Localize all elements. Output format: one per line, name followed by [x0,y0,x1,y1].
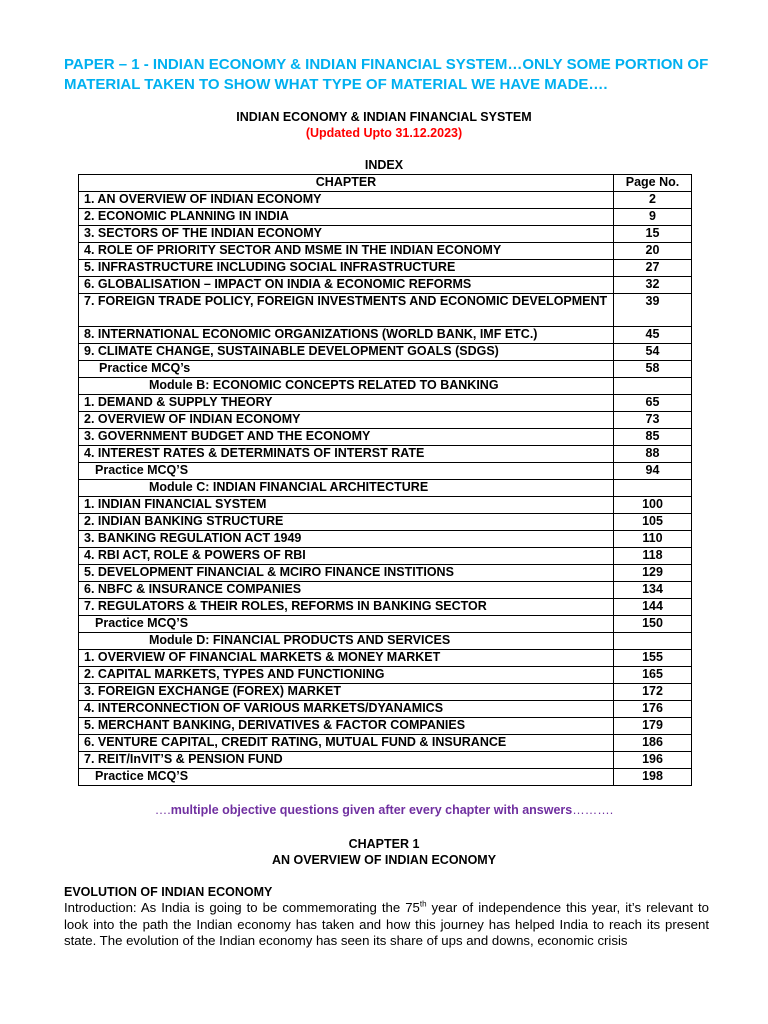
chapter-title: AN OVERVIEW OF INDIAN ECONOMY [271,853,497,867]
chapter-cell: 1. INDIAN FINANCIAL SYSTEM [79,497,614,514]
index-heading: INDEX [364,158,404,172]
table-row [79,327,692,344]
table-row [79,650,692,667]
chapter-cell: 6. GLOBALISATION – IMPACT ON INDIA & ECONOMIC REFORMS [79,277,614,294]
page-cell: 100 [614,497,692,514]
paper-banner: PAPER – 1 - INDIAN ECONOMY & INDIAN FINANCIAL SYSTEM…ONLY SOME PORTION OF MATERIAL TAKEN TO SHOW WHAT TYPE OF MATERIAL WE HAVE MADE…. [64,56,709,93]
table-row [79,718,692,735]
table-row [79,514,692,531]
page-cell: 39 [614,294,692,327]
table-row [79,735,692,752]
chapter-cell: 4. INTERCONNECTION OF VARIOUS MARKETS/DYANAMICS [79,701,614,718]
chapter-cell: 4. ROLE OF PRIORITY SECTOR AND MSME IN THE INDIAN ECONOMY [79,243,614,260]
chapter-cell: 2. CAPITAL MARKETS, TYPES AND FUNCTIONING [79,667,614,684]
table-row [79,260,692,277]
table-row [79,429,692,446]
chapter-cell: 6. NBFC & INSURANCE COMPANIES [79,582,614,599]
chapter-cell: 3. GOVERNMENT BUDGET AND THE ECONOMY [79,429,614,446]
chapter-cell: 7. REIT/InVIT’S & PENSION FUND [79,752,614,769]
page-cell: 94 [614,463,692,480]
chapter-cell: 8. INTERNATIONAL ECONOMIC ORGANIZATIONS (WORLD BANK, IMF ETC.) [79,327,614,344]
document-title: INDIAN ECONOMY & INDIAN FINANCIAL SYSTEM [236,110,532,124]
table-row [79,667,692,684]
page-cell: 58 [614,361,692,378]
page-cell: 179 [614,718,692,735]
page-cell: 144 [614,599,692,616]
table-row [79,243,692,260]
table-row [79,412,692,429]
chapter-cell: 5. INFRASTRUCTURE INCLUDING SOCIAL INFRASTRUCTURE [79,260,614,277]
table-row [79,463,692,480]
page-cell: 9 [614,209,692,226]
chapter-cell: 1. AN OVERVIEW OF INDIAN ECONOMY [79,192,614,209]
module-row [79,480,692,497]
module-heading-cell: Module B: ECONOMIC CONCEPTS RELATED TO BANKING [79,378,614,395]
chapter-cell: 3. BANKING REGULATION ACT 1949 [79,531,614,548]
page-cell [614,480,692,497]
chapter-cell: 4. INTEREST RATES & DETERMINATS OF INTERST RATE [79,446,614,463]
table-row [79,565,692,582]
page-cell: 15 [614,226,692,243]
chapter-cell: 6. VENTURE CAPITAL, CREDIT RATING, MUTUAL FUND & INSURANCE [79,735,614,752]
section-heading: EVOLUTION OF INDIAN ECONOMY [64,885,273,899]
page-cell: 155 [614,650,692,667]
chapter-cell: Practice MCQ’s [79,361,614,378]
table-row [79,684,692,701]
ordinal-superscript: th [419,899,427,909]
table-row [79,769,692,786]
page-cell: 105 [614,514,692,531]
index-table-header [79,175,692,192]
page-cell: 198 [614,769,692,786]
chapter-cell: 5. MERCHANT BANKING, DERIVATIVES & FACTOR COMPANIES [79,718,614,735]
chapter-cell: 5. DEVELOPMENT FINANCIAL & MCIRO FINANCE INSTITIONS [79,565,614,582]
page-cell: 73 [614,412,692,429]
page-cell: 129 [614,565,692,582]
table-row [79,616,692,633]
chapter-cell: 9. CLIMATE CHANGE, SUSTAINABLE DEVELOPMENT GOALS (SDGS) [79,344,614,361]
table-row [79,361,692,378]
chapter-cell: Practice MCQ’S [79,616,614,633]
chapter-cell: Practice MCQ’S [79,769,614,786]
chapter-cell: 3. FOREIGN EXCHANGE (FOREX) MARKET [79,684,614,701]
page-cell: 88 [614,446,692,463]
page-cell: 27 [614,260,692,277]
table-row [79,226,692,243]
index-table [78,174,692,786]
page-cell: 45 [614,327,692,344]
table-row [79,395,692,412]
column-header-chapter: CHAPTER [79,175,614,192]
table-row [79,531,692,548]
updated-date: (Updated Upto 31.12.2023) [305,126,463,140]
page-cell: 110 [614,531,692,548]
chapter-cell: 2. OVERVIEW OF INDIAN ECONOMY [79,412,614,429]
chapter-cell: 2. ECONOMIC PLANNING IN INDIA [79,209,614,226]
chapter-cell: 7. FOREIGN TRADE POLICY, FOREIGN INVESTMENTS AND ECONOMIC DEVELOPMENT [79,294,614,327]
page-cell [614,378,692,395]
module-heading-cell: Module D: FINANCIAL PRODUCTS AND SERVICES [79,633,614,650]
chapter-cell: 2. INDIAN BANKING STRUCTURE [79,514,614,531]
module-row [79,378,692,395]
paragraph-text-rest: year of independence this year, it’s relevant to look into the path the Indian economy has taken and how this journey has helped India to reach its present state. The evolution of the Indian economy has seen its share of ups and downs, economic crisis [64,900,710,948]
table-row [79,752,692,769]
module-heading-cell: Module C: INDIAN FINANCIAL ARCHITECTURE [79,480,614,497]
column-header-page: Page No. [614,175,692,192]
chapter-cell: 1. OVERVIEW OF FINANCIAL MARKETS & MONEY MARKET [79,650,614,667]
chapter-cell: Practice MCQ’S [79,463,614,480]
module-row [79,633,692,650]
paragraph-text-start: Introduction: As India is going to be commemorating the 75 [64,900,420,915]
table-row [79,701,692,718]
page-cell: 20 [614,243,692,260]
page-cell: 118 [614,548,692,565]
page-cell: 186 [614,735,692,752]
page-cell: 32 [614,277,692,294]
table-row [79,497,692,514]
page-cell [614,633,692,650]
table-row [79,277,692,294]
note-lead-dots: …. [154,803,171,817]
note-text: multiple objective questions given after every chapter with answers [170,803,573,817]
chapter-cell: 4. RBI ACT, ROLE & POWERS OF RBI [79,548,614,565]
chapter-cell: 1. DEMAND & SUPPLY THEORY [79,395,614,412]
table-row [79,344,692,361]
page-cell: 196 [614,752,692,769]
page-cell: 65 [614,395,692,412]
page-cell: 165 [614,667,692,684]
introduction-paragraph [64,900,709,950]
mcq-note [0,802,768,818]
page-cell: 54 [614,344,692,361]
table-row [79,209,692,226]
page-cell: 150 [614,616,692,633]
page-cell: 172 [614,684,692,701]
page-cell: 176 [614,701,692,718]
chapter-cell: 7. REGULATORS & THEIR ROLES, REFORMS IN BANKING SECTOR [79,599,614,616]
table-row [79,294,692,327]
chapter-number: CHAPTER 1 [348,837,420,851]
chapter-cell: 3. SECTORS OF THE INDIAN ECONOMY [79,226,614,243]
table-row [79,599,692,616]
page-cell: 134 [614,582,692,599]
table-row [79,192,692,209]
table-row [79,582,692,599]
table-row [79,446,692,463]
note-trail-dots: ………. [572,803,614,817]
page-cell: 85 [614,429,692,446]
page-cell: 2 [614,192,692,209]
table-row [79,548,692,565]
